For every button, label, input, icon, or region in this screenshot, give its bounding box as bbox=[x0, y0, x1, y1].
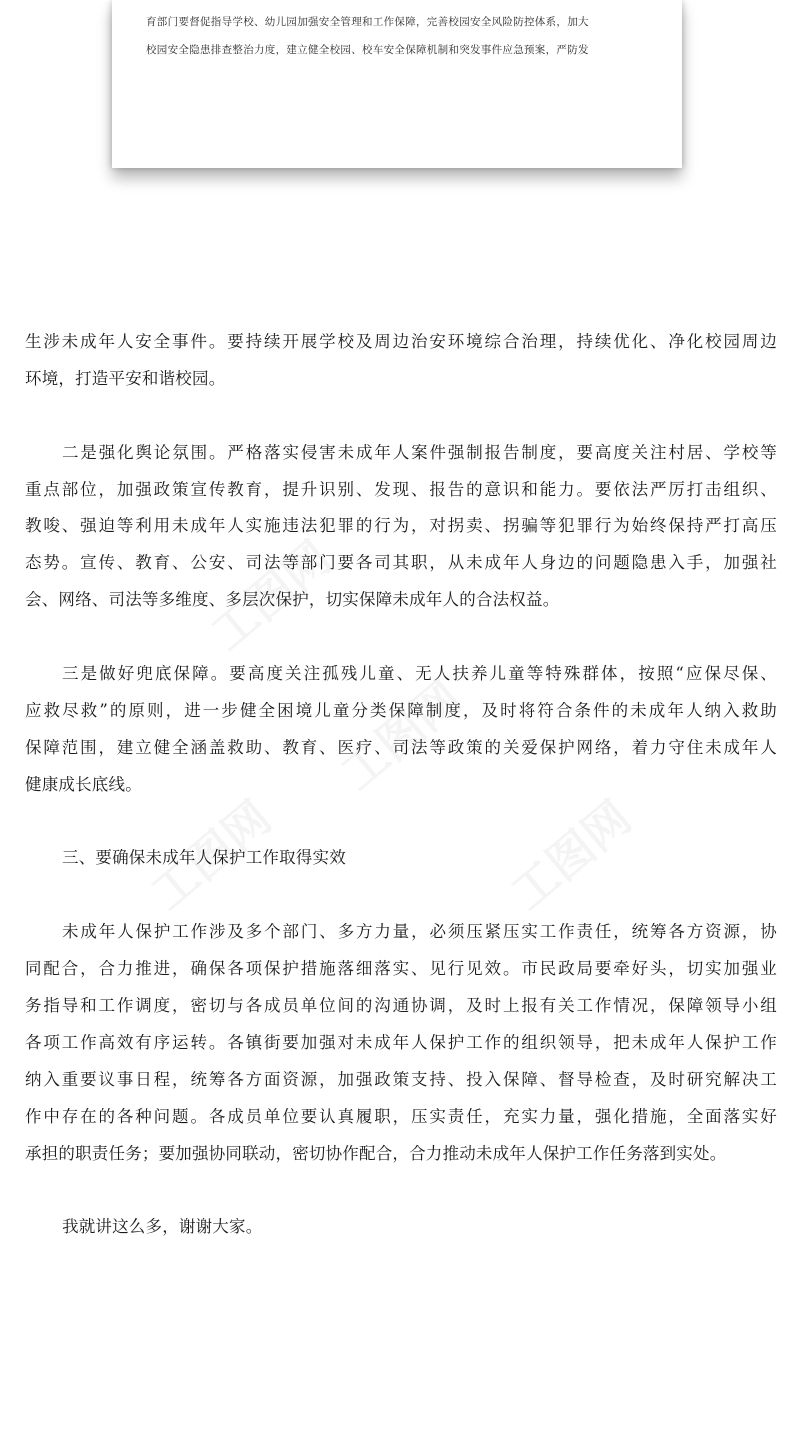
blank-line bbox=[25, 398, 777, 435]
text-line: 教唆、强迫等利用未成年人实施违法犯罪的行为，对拐卖、拐骗等犯罪行为始终保持严打高压 bbox=[25, 516, 777, 536]
text-line: 重点部位，加强政策宣传教育，提升识别、发现、报告的意识和能力。要依法严厉打击组织、 bbox=[25, 479, 777, 499]
text-line: 二是强化舆论氛围。严格落实侵害未成年人案件强制报告制度，要高度关注村居、学校等 bbox=[62, 442, 777, 462]
text-line: 三是做好兜底保障。要高度关注孤残儿童、无人扶养儿童等特殊群体，按照“应保尽保、 bbox=[62, 664, 777, 684]
blank-line bbox=[25, 804, 777, 841]
document-page-preview bbox=[112, 0, 682, 168]
text-line: 纳入重要议事日程，统筹各方面资源，加强政策支持、投入保障、督导检查，及时研究解决工 bbox=[25, 1069, 777, 1089]
closing-remark: 我就讲这么多，谢谢大家。 bbox=[62, 1217, 263, 1237]
speech-article bbox=[25, 324, 777, 1246]
text-line: 环境，打造平安和谐校园。 bbox=[25, 368, 226, 388]
section-heading: 三、要确保未成年人保护工作取得实效 bbox=[62, 848, 346, 868]
blank-line bbox=[25, 877, 777, 914]
card-text-line: 校园安全隐患排查整治力度，建立健全校园、校车安全保障机制和突发事件应急预案，严防发 bbox=[146, 44, 589, 56]
text-line: 同配合，合力推进，确保各项保护措施落细落实、见行见效。市民政局要牵好头，切实加强业 bbox=[25, 959, 777, 979]
blank-line bbox=[25, 619, 777, 656]
text-line: 生涉未成年人安全事件。要持续开展学校及周边治安环境综合治理，持续优化、净化校园周边 bbox=[25, 332, 777, 351]
text-line: 作中存在的各种问题。各成员单位要认真履职，压实责任，充实力量，强化措施，全面落实好 bbox=[25, 1106, 777, 1126]
text-line: 务指导和工作调度，密切与各成员单位间的沟通协调，及时上报有关工作情况，保障领导小组 bbox=[25, 996, 777, 1016]
text-line: 保障范围，建立健全涵盖救助、教育、医疗、司法等政策的关爱保护网络，着力守住未成年人 bbox=[25, 737, 777, 757]
card-text-line: 育部门要督促指导学校、幼儿园加强安全管理和工作保障，完善校园安全风险防控体系，加大 bbox=[146, 16, 589, 28]
blank-line bbox=[25, 1172, 777, 1209]
text-line: 健康成长底线。 bbox=[25, 774, 142, 794]
text-line: 承担的职责任务；要加强协同联动，密切协作配合，合力推动未成年人保护工作任务落到实处。 bbox=[25, 1143, 727, 1163]
text-line: 各项工作高效有序运转。各镇街要加强对未成年人保护工作的组织领导，把未成年人保护工作 bbox=[25, 1032, 777, 1052]
text-line: 应救尽救”的原则，进一步健全困境儿童分类保障制度，及时将符合条件的未成年人纳入救助 bbox=[25, 700, 777, 720]
text-line: 会、网络、司法等多维度、多层次保护，切实保障未成年人的合法权益。 bbox=[25, 590, 560, 610]
text-line: 未成年人保护工作涉及多个部门、多方力量，必须压紧压实工作责任，统筹各方资源，协 bbox=[62, 922, 777, 942]
text-line: 态势。宣传、教育、公安、司法等部门要各司其职，从未成年人身边的问题隐患入手，加强社 bbox=[25, 553, 777, 573]
